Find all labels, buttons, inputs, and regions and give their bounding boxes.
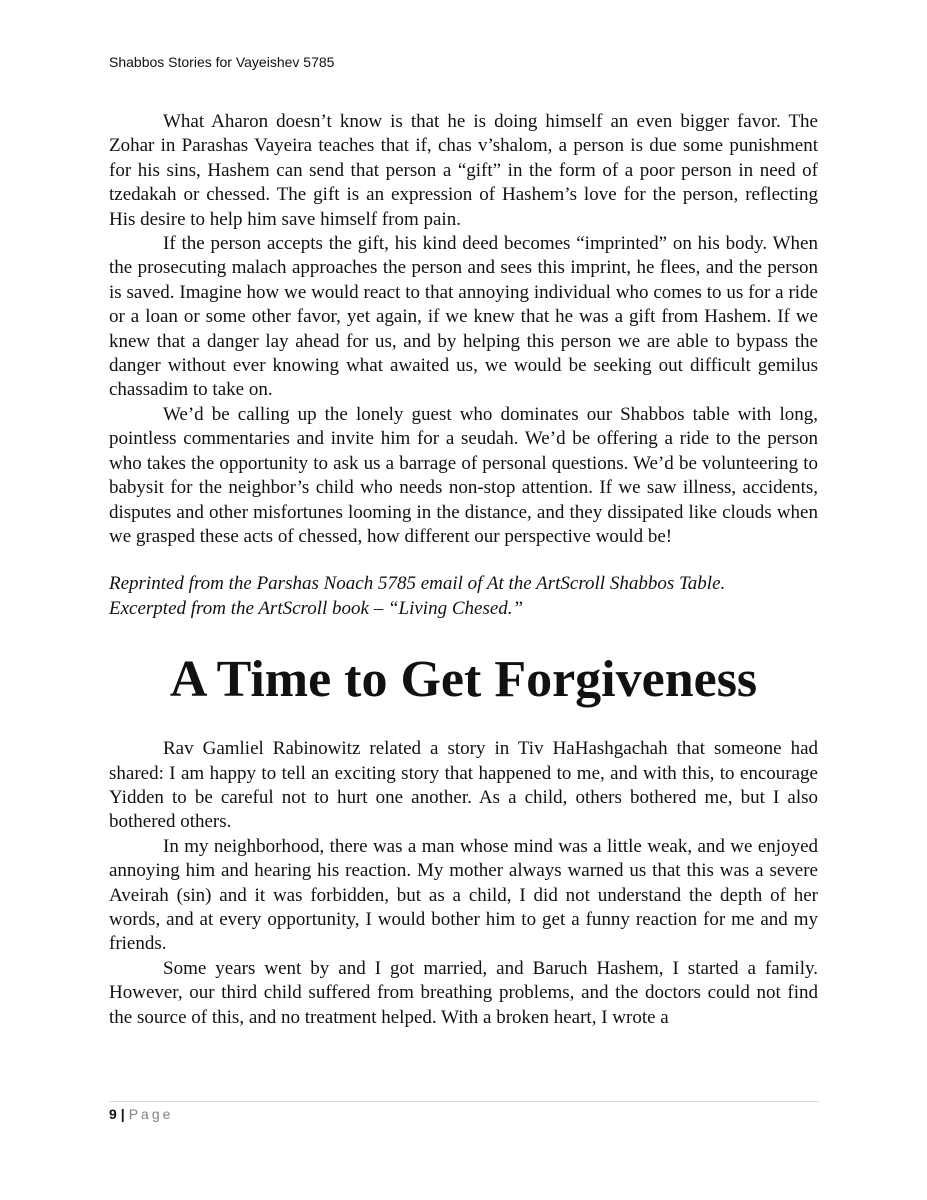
article1-paragraph-2: If the person accepts the gift, his kind deed becomes “imprinted” on his body. When the prosecuting malach approaches the person and sees this imprint, he flees, and the person is saved. Imagine how we would react to that annoying individual who comes to us for a ride or a loan or some other favor, yet again, if we knew that he was a gift from Hashem. If we knew that a danger lay ahead for us, and by helping this person we are able to bypass the danger without ever knowing what awaited us, we would be seeking out difficult gemilus chassadim to take on. <box>109 233 818 401</box>
article2-paragraph-2: In my neighborhood, there was a man whose mind was a little weak, and we enjoyed annoying him and hearing his reaction. My mother always warned us that this was a severe Aveirah (sin) and it was forbidden, but as a child, I did not understand the depth of her words, and at every opportunity, I would bother him to get a funny reaction for me and my friends. <box>109 835 818 955</box>
footer-divider <box>109 1101 819 1102</box>
credit-line-2: Excerpted from the ArtScroll book – “Living Chesed.” <box>109 597 524 619</box>
article2-paragraph-1: Rav Gamliel Rabinowitz related a story in Tiv HaHashgachah that someone had shared: I am happy to tell an exciting story that happened to me, and with this, to encourage Yidden to be careful not to hurt one another. As a child, others bothered me, but I also bothered others. <box>109 738 818 833</box>
running-header: Shabbos Stories for Vayeishev 5785 <box>109 54 335 70</box>
article2-paragraph-3: Some years went by and I got married, and Baruch Hashem, I started a family. However, our third child suffered from breathing problems, and the doctors could not find the source of this, and no treatment helped. With a broken heart, I wrote a <box>109 957 818 1028</box>
article2-title: A Time to Get Forgiveness <box>169 651 758 709</box>
page-number: 9 <box>109 1106 117 1122</box>
page-body <box>109 110 818 1030</box>
credit-line-1: Reprinted from the Parshas Noach 5785 email of At the ArtScroll Shabbos Table. <box>109 573 726 595</box>
page-label: Page <box>128 1106 174 1122</box>
article1-credit <box>109 572 818 621</box>
footer-separator: | <box>120 1106 125 1122</box>
article1-paragraph-1: What Aharon doesn’t know is that he is doing himself an even bigger favor. The Zohar in Parashas Vayeira teaches that if, chas v’shalom, a person is due some punishment for his sins, Hashem can send that person a “gift” in the form of a poor person in need of tzedakah or chessed. The gift is an expression of Hashem’s love for the person, reflecting His desire to help him save himself from pain. <box>109 111 818 230</box>
article1-paragraph-3: We’d be calling up the lonely guest who dominates our Shabbos table with long, pointless commentaries and invite him for a seudah. We’d be offering a ride to the person who takes the opportunity to ask us a barrage of personal questions. We’d be volunteering to babysit for the neighbor’s child who needs non-stop attention. If we saw illness, accidents, disputes and other misfortunes looming in the distance, and they dissipated like clouds when we grasped these acts of chessed, how different our perspective would be! <box>109 403 818 547</box>
page-footer <box>109 1106 173 1122</box>
